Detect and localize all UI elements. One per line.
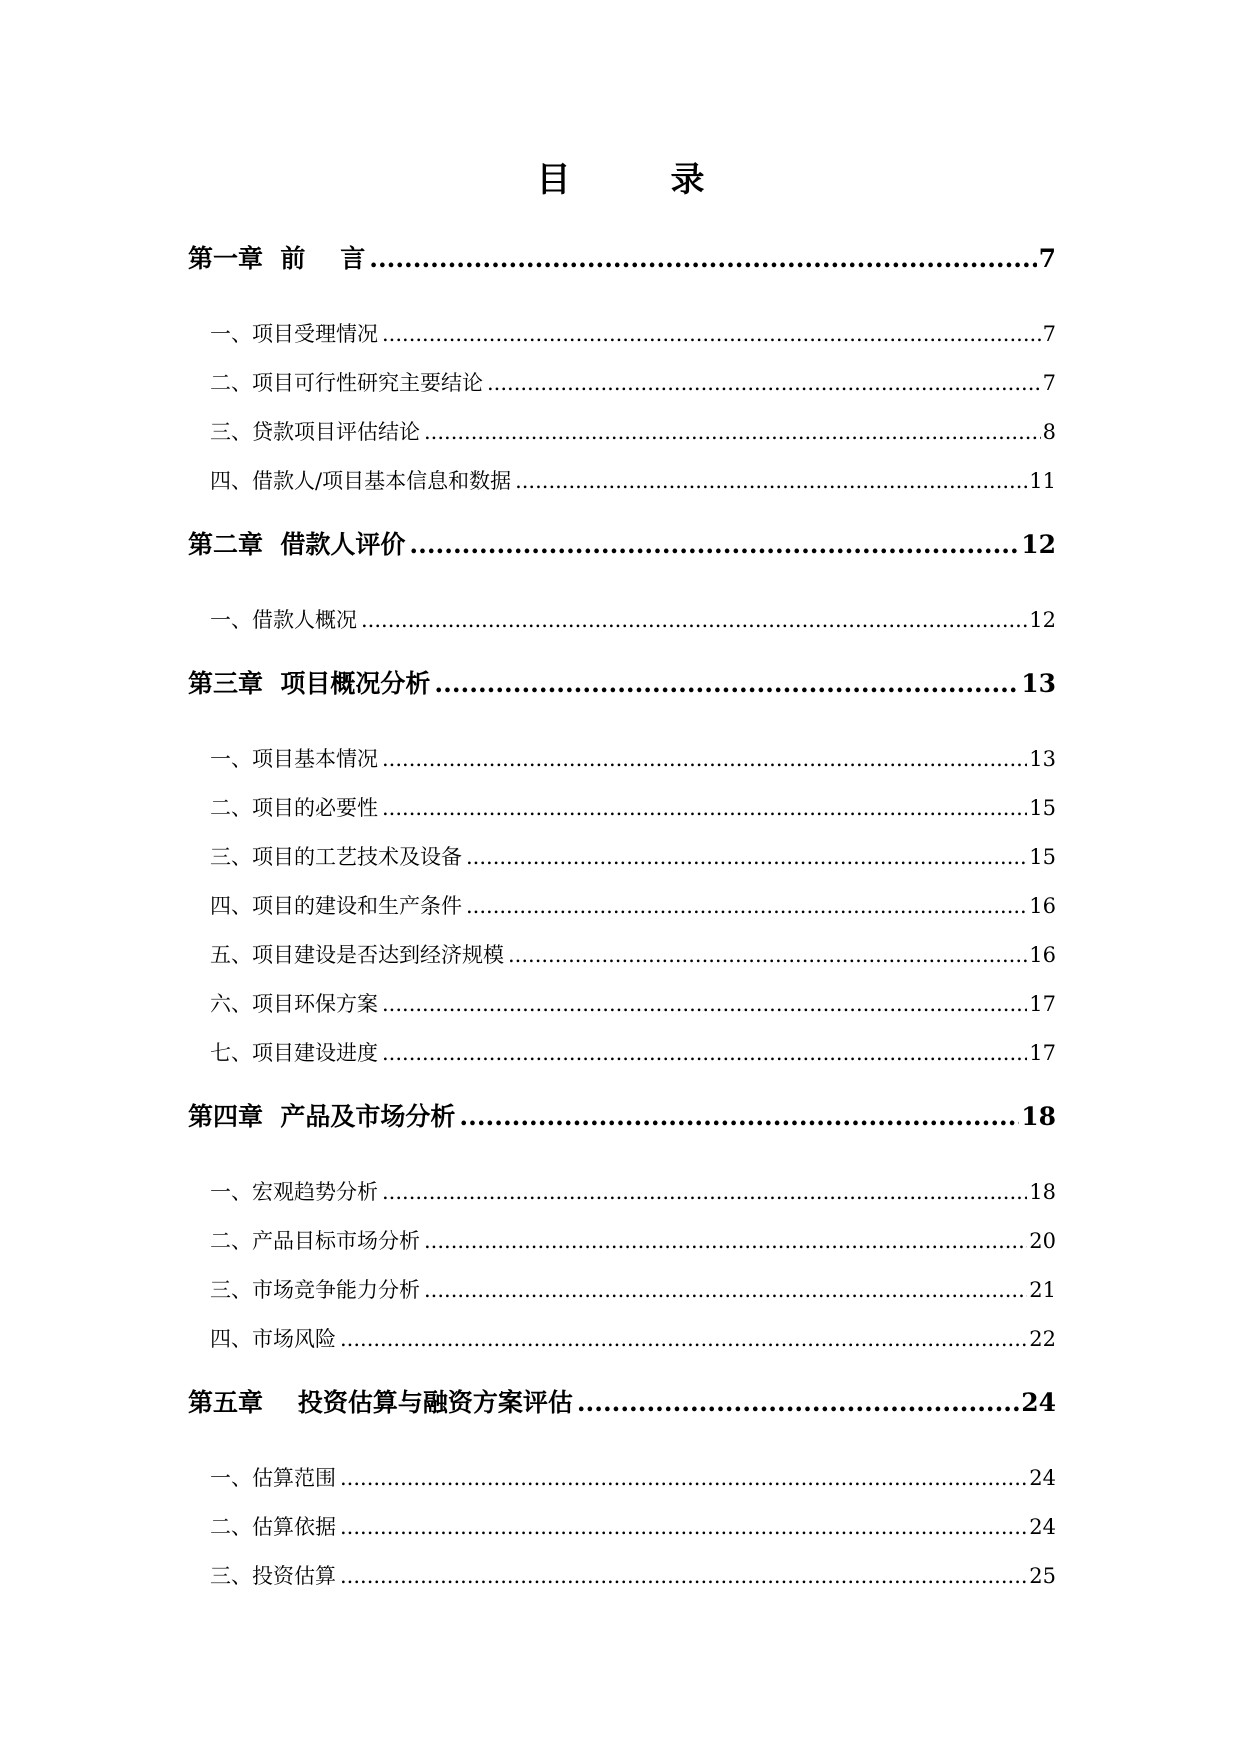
toc-leader <box>466 882 1027 931</box>
toc-page-number: 13 <box>1029 747 1056 771</box>
toc-page-number: 7 <box>1042 371 1056 395</box>
toc-section[interactable] <box>188 784 1056 833</box>
toc-page-number: 15 <box>1029 845 1056 869</box>
toc-leader <box>424 408 1041 457</box>
toc-page-number: 22 <box>1029 1327 1056 1351</box>
toc-section[interactable] <box>188 1552 1056 1601</box>
toc-section-label: 二、项目可行性研究主要结论 <box>210 371 483 395</box>
toc-section[interactable] <box>188 882 1056 931</box>
toc-section-label: 二、估算依据 <box>210 1515 336 1539</box>
toc-leader <box>340 1552 1027 1601</box>
toc-page-number: 25 <box>1029 1564 1056 1588</box>
toc-leader <box>508 931 1027 980</box>
toc-leader <box>382 735 1027 784</box>
toc-leader <box>340 1454 1027 1503</box>
toc-page-number: 12 <box>1029 608 1056 632</box>
toc-page-number: 7 <box>1042 322 1056 346</box>
toc-section-label: 一、宏观趋势分析 <box>210 1180 378 1204</box>
toc-page-number: 21 <box>1029 1278 1056 1302</box>
toc-list <box>188 240 1056 1601</box>
toc-section[interactable] <box>188 1503 1056 1552</box>
toc-section[interactable] <box>188 1454 1056 1503</box>
toc-chapter-label: 第三章 项目概况分析 <box>188 669 431 698</box>
toc-section-label: 一、项目基本情况 <box>210 747 378 771</box>
toc-chapter[interactable] <box>188 526 1056 564</box>
toc-section-label: 二、项目的必要性 <box>210 796 378 820</box>
toc-leader <box>577 1384 1019 1422</box>
toc-section[interactable] <box>188 1217 1056 1266</box>
toc-chapter-label: 第二章 借款人评价 <box>188 530 406 559</box>
toc-section-label: 三、投资估算 <box>210 1564 336 1588</box>
toc-leader <box>340 1503 1027 1552</box>
toc-page-number: 24 <box>1029 1515 1056 1539</box>
toc-section[interactable] <box>188 408 1056 457</box>
toc-section-label: 五、项目建设是否达到经济规模 <box>210 943 504 967</box>
toc-leader <box>382 1029 1027 1078</box>
toc-chapter-label: 第四章 产品及市场分析 <box>188 1102 456 1131</box>
toc-page-number: 16 <box>1029 943 1056 967</box>
toc-page-number: 17 <box>1029 1041 1056 1065</box>
toc-section[interactable] <box>188 310 1056 359</box>
toc-leader <box>459 1098 1019 1136</box>
toc-section[interactable] <box>188 833 1056 882</box>
toc-leader <box>515 457 1027 506</box>
toc-chapter[interactable] <box>188 1098 1056 1136</box>
toc-page-number: 16 <box>1029 894 1056 918</box>
toc-section[interactable] <box>188 359 1056 408</box>
toc-page-number: 24 <box>1029 1466 1056 1490</box>
toc-page-number: 8 <box>1042 420 1056 444</box>
toc-chapter-label: 第一章 前 言 <box>188 244 366 273</box>
toc-leader <box>382 784 1027 833</box>
toc-section[interactable] <box>188 1315 1056 1364</box>
toc-section[interactable] <box>188 1029 1056 1078</box>
toc-leader <box>466 833 1027 882</box>
toc-section-label: 四、项目的建设和生产条件 <box>210 894 462 918</box>
toc-page-number: 12 <box>1021 530 1056 559</box>
toc-section-label: 七、项目建设进度 <box>210 1041 378 1065</box>
toc-section[interactable] <box>188 735 1056 784</box>
toc-leader <box>340 1315 1027 1364</box>
toc-section[interactable] <box>188 1266 1056 1315</box>
toc-leader <box>361 596 1027 645</box>
toc-page-number: 24 <box>1021 1388 1056 1417</box>
toc-page-number: 18 <box>1021 1102 1056 1131</box>
toc-section[interactable] <box>188 1168 1056 1217</box>
toc-page-number: 18 <box>1029 1180 1056 1204</box>
toc-section-label: 一、项目受理情况 <box>210 322 378 346</box>
toc-leader <box>382 310 1041 359</box>
toc-page-number: 15 <box>1029 796 1056 820</box>
toc-section-label: 六、项目环保方案 <box>210 992 378 1016</box>
toc-section-label: 三、贷款项目评估结论 <box>210 420 420 444</box>
toc-leader <box>424 1266 1027 1315</box>
toc-section-label: 四、市场风险 <box>210 1327 336 1351</box>
toc-page-number: 20 <box>1029 1229 1056 1253</box>
toc-page-number: 17 <box>1029 992 1056 1016</box>
toc-chapter[interactable] <box>188 1384 1056 1422</box>
toc-section-label: 四、借款人/项目基本信息和数据 <box>210 469 512 493</box>
toc-chapter[interactable] <box>188 240 1056 278</box>
toc-section-label: 一、借款人概况 <box>210 608 357 632</box>
toc-chapter[interactable] <box>188 665 1056 703</box>
toc-page-number: 13 <box>1021 669 1056 698</box>
toc-section[interactable] <box>188 596 1056 645</box>
toc-section-label: 三、市场竞争能力分析 <box>210 1278 420 1302</box>
toc-leader <box>369 240 1036 278</box>
toc-section-label: 一、估算范围 <box>210 1466 336 1490</box>
toc-leader <box>487 359 1041 408</box>
toc-chapter-label: 第五章 投资估算与融资方案评估 <box>188 1388 573 1417</box>
toc-leader <box>382 980 1027 1029</box>
toc-section[interactable] <box>188 980 1056 1029</box>
toc-section[interactable] <box>188 457 1056 506</box>
toc-page-number: 7 <box>1038 244 1056 273</box>
toc-leader <box>409 526 1019 564</box>
toc-leader <box>424 1217 1027 1266</box>
toc-leader <box>434 665 1019 703</box>
toc-section[interactable] <box>188 931 1056 980</box>
toc-section-label: 二、产品目标市场分析 <box>210 1229 420 1253</box>
toc-leader <box>382 1168 1027 1217</box>
toc-page-number: 11 <box>1029 469 1056 493</box>
toc-section-label: 三、项目的工艺技术及设备 <box>210 845 462 869</box>
toc-title: 目录 <box>536 160 805 200</box>
